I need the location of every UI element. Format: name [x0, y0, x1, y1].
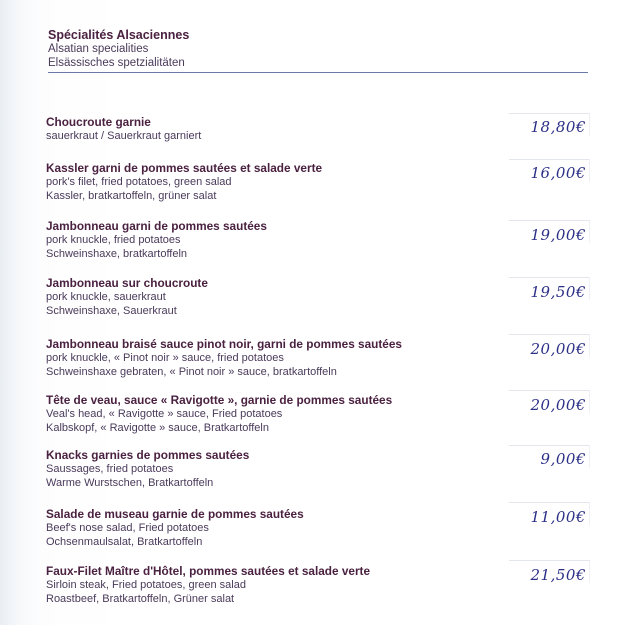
menu-item-title: Kassler garni de pommes sautées et salade verte	[46, 161, 323, 175]
menu-item-price: 20,00€	[530, 340, 586, 358]
menu-item-description-de: Roastbeef, Bratkartoffeln, Grüner salat	[46, 593, 235, 605]
menu-item-description-en: pork's filet, fried potatoes, green salad	[46, 176, 232, 188]
menu-item-description-en: pork knuckle, « Pinot noir » sauce, fried potatoes	[46, 352, 284, 364]
menu-item-price: 19,00€	[530, 226, 586, 244]
menu-item	[46, 564, 586, 606]
menu-item-description: sauerkraut / Sauerkraut garniert	[46, 130, 202, 142]
menu-item	[46, 337, 586, 379]
menu-item-description-de: Schweinshaxe, Sauerkraut	[46, 305, 177, 317]
menu-item-description-de: Schweinshaxe, bratkartoffeln	[46, 248, 188, 260]
menu-item	[46, 393, 586, 435]
menu-item-title: Tête de veau, sauce « Ravigotte », garnie de pommes sautées	[46, 393, 393, 407]
menu-item-description-en: pork knuckle, sauerkraut	[46, 291, 166, 303]
menu-item-title: Salade de museau garnie de pommes sautées	[46, 507, 304, 521]
menu-item-description-en: Saussages, fried potatoes	[46, 463, 174, 475]
menu-item-title: Choucroute garnie	[46, 115, 151, 129]
section-title-fr: Spécialités Alsaciennes	[48, 28, 190, 42]
menu-item	[46, 161, 586, 203]
menu-item	[46, 219, 586, 261]
menu-item-price: 21,50€	[530, 566, 586, 584]
menu-item-price: 19,50€	[530, 283, 586, 301]
menu-item-price: 16,00€	[530, 164, 586, 182]
menu-item-description-de: Kassler, bratkartoffeln, grüner salat	[46, 190, 217, 202]
menu-item-description-en: Beef's nose salad, Fried potatoes	[46, 522, 209, 534]
menu-item-description-de: Warme Wurstschen, Bratkartoffeln	[46, 477, 214, 489]
menu-item-price: 20,00€	[530, 396, 586, 414]
menu-item-title: Jambonneau braisé sauce pinot noir, garni de pommes sautées	[46, 337, 402, 351]
menu-item-description-de: Schweinshaxe gebraten, « Pinot noir » sauce, bratkartoffeln	[46, 366, 337, 378]
header-divider	[48, 72, 588, 73]
menu-item-description-de: Ochsenmaulsalat, Bratkartoffeln	[46, 536, 203, 548]
menu-item-description-en: pork knuckle, fried potatoes	[46, 234, 181, 246]
menu-item-description-de: Kalbskopf, « Ravigotte » sauce, Bratkartoffeln	[46, 422, 269, 434]
menu-item	[46, 115, 586, 143]
menu-item	[46, 276, 586, 318]
menu-item-title: Jambonneau garni de pommes sautées	[46, 219, 267, 233]
menu-item-price: 9,00€	[540, 450, 586, 468]
menu-item	[46, 448, 586, 490]
menu-item-title: Faux-Filet Maître d'Hôtel, pommes sautées et salade verte	[46, 564, 371, 578]
section-title-de: Elsässisches spetzialitäten	[48, 57, 185, 69]
menu-item-price: 11,00€	[530, 508, 586, 526]
menu-item-description-en: Sirloin steak, Fried potatoes, green salad	[46, 579, 246, 591]
menu-item-description-en: Veal's head, « Ravigotte » sauce, Fried potatoes	[46, 408, 283, 420]
menu-item-price: 18,80€	[530, 118, 586, 136]
section-header	[48, 28, 189, 70]
menu-item-title: Knacks garnies de pommes sautées	[46, 448, 250, 462]
section-title-en: Alsatian specialities	[48, 43, 149, 55]
menu-item	[46, 507, 586, 549]
menu-item-title: Jambonneau sur choucroute	[46, 276, 208, 290]
